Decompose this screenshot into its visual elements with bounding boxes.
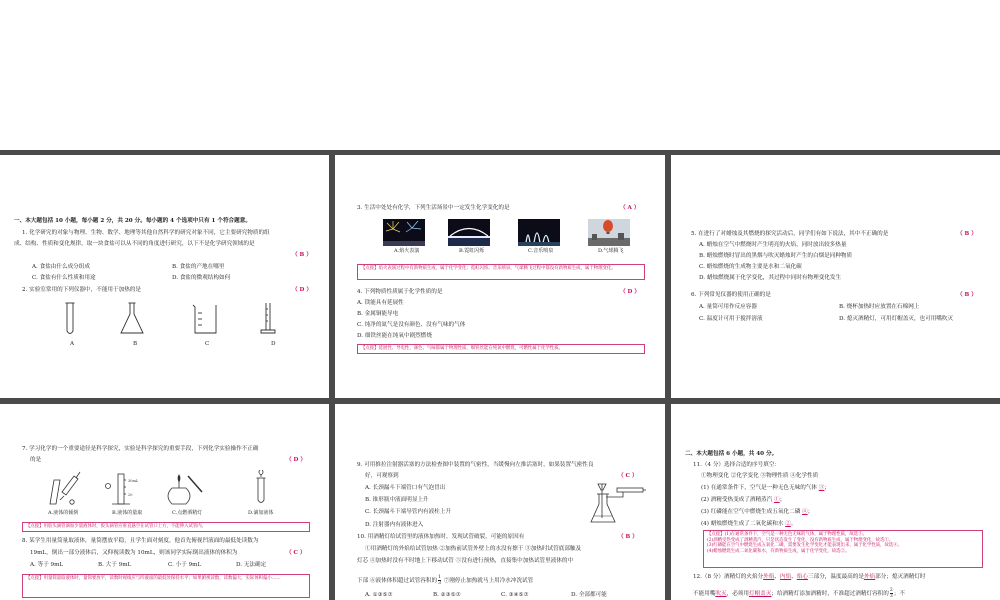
- q12-answer-hottest: 外焰: [863, 574, 876, 580]
- conical-flask-shape: [591, 494, 615, 522]
- q12-fraction: [890, 588, 893, 599]
- page-2: [335, 155, 665, 398]
- q11-item-2: (2) 酒精受热变成了酒精蒸汽 ①；: [701, 497, 786, 503]
- q12-answer-blow: 吹灭: [715, 591, 727, 597]
- q11-item-3-text: (3) 红磷能在空气中燃烧生成五氧化二磷: [701, 509, 801, 515]
- q2-label-b: B: [133, 341, 138, 347]
- q12-frac-num: 2: [889, 588, 893, 593]
- q5-option-a: A. 蜡烛在空气中燃烧时产生明亮的火焰，同时放出较多热量: [699, 242, 847, 248]
- q8-option-d: D. 无法确定: [236, 562, 267, 568]
- q7-caption-c: C.点燃酒精灯: [172, 510, 203, 516]
- q8-option-b: B. 大于 9mL: [98, 562, 132, 568]
- q11-item-1-text: (1) 在通常条件下，空气是一种无色无味的气体: [701, 485, 817, 491]
- q8-option-a: A. 等于 9mL: [30, 562, 64, 568]
- q2-instrument-images: [50, 301, 290, 339]
- q11-item-4-text: (4) 蜡烛燃烧生成了二氧化碳和水: [701, 521, 784, 527]
- q2-label-a: A: [70, 341, 75, 347]
- q9-option-c: C. 长颈漏斗下端导管内有液柱上升: [365, 509, 451, 515]
- q12-l2-a: 不能用嘴: [693, 591, 716, 597]
- q10-fraction: [438, 575, 441, 586]
- q7-stem-cont: 的是: [30, 457, 42, 463]
- connecting-tube: [606, 492, 623, 497]
- conical-flask-icon: [121, 303, 143, 333]
- q2-label-d: D: [271, 341, 276, 347]
- svg-text:30mL: 30mL: [128, 479, 139, 483]
- music-fountain-photo: [518, 219, 560, 246]
- q9-stem: 9. 可用推拉注射器活塞的方法检查图中装置的气密性，当缓慢向左推活塞时，如果装置气密性良: [357, 462, 594, 468]
- q8-stem-cont: 19mL，倒出一部分液体后，又仰视读数为 10mL，则该同学实际倒出液体的体积为: [30, 550, 238, 556]
- q10-conditions-line-3: [357, 575, 533, 586]
- q12-l2-c: ；给酒精灯添加酒精时，不准超过酒精灯容积的: [771, 591, 889, 597]
- q5-option-b: B. 蜡烛燃烧时冒出的黑烟与吹灭蜡烛时产生的白烟是同种物质: [699, 253, 853, 259]
- q4-option-b: B. 金属铜能导电: [357, 311, 399, 317]
- q9-option-a: A. 长颈漏斗下端管口有气泡冒出: [365, 485, 446, 491]
- q5-answer: （ B ）: [957, 231, 977, 237]
- q12-answer-flame-core: 焰心: [796, 574, 808, 580]
- q6-option-b: B. 烧杯加热时应放置在石棉网上: [839, 304, 920, 310]
- q11-stem: 11.（4 分）选择合适的序号填空：: [693, 462, 780, 468]
- q10-conditions-line-1: ①用酒精灯的外焰给试管加热 ②加热前试管外壁上的水没有擦干 ③加热时试管底部触及: [365, 546, 582, 552]
- q8-explanation-box: 【点拨】用量筒量取液体时，量筒要放平，读数时视线应与凹液面的最低处保持水平；如果俯视读数，读数偏大，实际体积偏小……: [22, 574, 310, 598]
- q6-stem: 6. 下列常见仪器的使用正确的是: [691, 292, 771, 298]
- q1-stem-cont: 成、结构、性质和变化规律，取一块食盐可以从不同的角度进行研究，以下不是化学研究领域的是: [14, 241, 255, 247]
- q2-stem: 2. 实验室常用的下列仪器中，不能用于加热的是: [22, 287, 141, 293]
- lighting-alcohol-lamp-icon: [168, 475, 202, 504]
- top-blank-area: [0, 0, 1000, 150]
- q12-line-2: [693, 588, 905, 599]
- q4-option-a: A. 镁能具有延展性: [357, 300, 404, 306]
- q3-explanation-box: 【点拨】焰火表演过程中有新物质生成，属于化学变化；霓虹闪烁、音乐喷泉、气球腾飞过程中都没有新物质生成，属于物理变化。: [357, 264, 645, 280]
- q3-caption-d: D.气球腾飞: [598, 248, 624, 254]
- q10-option-c: C. ③④⑤⑦: [501, 592, 529, 598]
- q12-answer-outer-flame: 外焰: [763, 574, 775, 580]
- q3-answer: （ A ）: [620, 205, 640, 211]
- q10-frac-den: 3: [438, 581, 441, 586]
- q12-answer-inner-flame: 内焰: [779, 574, 792, 580]
- q1-answer: （ B ）: [292, 252, 312, 258]
- section-two-heading: 二、本大题包括 6 小题，共 40 分。: [685, 451, 778, 457]
- q1-option-c: C. 食盐有什么性质和用途: [32, 275, 96, 281]
- q11-choices: ①物理变化 ②化学变化 ③物理性质 ④化学性质: [701, 473, 819, 479]
- q11-note-line-2: (2)酒精受热变成了酒精蒸汽，只是状态发生了变化，没有新物质生成，属于物理变化，故选①。: [707, 537, 894, 543]
- q10-option-b: B. ②③⑤⑦: [433, 592, 461, 598]
- q10-line-3b-text: ⑦刚停止加热就马上用冷水冲洗试管: [441, 578, 534, 584]
- q12-mid-text: 三部分，温度最高的是: [808, 574, 864, 580]
- neon-bridge-photo: [448, 219, 490, 246]
- q7-caption-b: B.液体的量取: [112, 510, 143, 516]
- q11-item-3-answer: ④: [801, 509, 808, 515]
- q8-option-c: C. 小于 9mL: [168, 562, 202, 568]
- q9-answer: （ C ）: [618, 473, 638, 479]
- q4-explanation-box: 【点拨】延展性、导电性、颜色、气味都属于物理性质，细铁丝能在纯氧中燃烧，可燃性属于化学性质。: [357, 344, 645, 354]
- syringe-shape: [617, 488, 643, 492]
- q12-tail-text: 部分；熄灭酒精灯时: [875, 574, 926, 580]
- q3-caption-c: C.音乐喷泉: [528, 248, 554, 254]
- q3-caption-b: B.霓虹闪烁: [459, 248, 485, 254]
- q11-item-4: (4) 蜡烛燃烧生成了二氧化碳和水 ②。: [701, 521, 797, 527]
- q7-caption-a: A.液体的倾倒: [48, 510, 79, 516]
- q11-explanation-box: [703, 530, 983, 568]
- q10-answer: （ B ）: [618, 534, 638, 540]
- q11-item-1-answer: ③: [818, 485, 825, 491]
- q2-label-c: C: [205, 341, 210, 347]
- q7-stem: 7. 学习化学的一个重要途径是科学探究，实验是科学探究的重要手段，下列化学实验操作不正确: [22, 446, 259, 452]
- page-5: [335, 404, 665, 600]
- q11-note-line-3: (3)红磷能在空气中燃烧生成五氧化二磷，需要发生化学变化才能表现出来，属于化学性质，故选④。: [707, 543, 903, 549]
- q11-item-1: (1) 在通常条件下，空气是一种无色无味的气体 ③；: [701, 485, 830, 491]
- q3-caption-a: A.焰火表演: [394, 248, 420, 254]
- q1-stem: 1. 化学研究的对象与物理、生物、数学、地理等其他自然科学的研究对象不同，它主要研究物质的组: [22, 230, 270, 236]
- q5-stem: 5. 在进行了对蜡烛及其燃烧的探究活动后，同学们有如下说法，其中不正确的是: [691, 231, 889, 237]
- section-one-heading: 一、本大题包括 10 小题，每小题 2 分，共 20 分。每小题的 4 个选项中只有 1 个符合题意。: [14, 218, 251, 224]
- page-6: [671, 404, 1000, 600]
- q2-answer: （ D ）: [292, 287, 312, 293]
- q4-option-d: D. 细铁丝能在纯氧中剧烈燃烧: [357, 333, 432, 339]
- q11-note-line-4: (4)蜡烛燃烧生成二氧化碳和水，有新物质生成，属于化学变化，故选②。: [707, 548, 850, 554]
- q10-option-a: A. ①③⑤⑦: [365, 592, 393, 598]
- q5-option-c: C. 蜡烛燃烧的生成物主要是水和二氧化碳: [699, 264, 802, 270]
- q9-apparatus-diagram: [565, 482, 647, 528]
- page-1: [0, 155, 329, 398]
- liquid-pouring-icon: [50, 472, 80, 504]
- q11-item-3: (3) 红磷能在空气中燃烧生成五氧化二磷 ④；: [701, 509, 814, 515]
- liquid-measuring-icon: [106, 474, 139, 504]
- q7-caption-d: D.滴加液体: [248, 510, 274, 516]
- fireworks-photo: [383, 219, 425, 246]
- q8-answer: （ C ）: [286, 550, 306, 556]
- q12-line-1: 12.（8 分）酒精灯的火焰分外焰、内焰、焰心三部分，温度最高的是外焰部分；熄灭酒精灯时: [693, 574, 926, 580]
- q7-explanation-box: 【点拨】用胶头滴管滴加少量液体时，胶头滴管应垂直悬空在试管口上方，不能伸入试管内。: [22, 522, 310, 532]
- page-4: [0, 404, 329, 600]
- svg-text:20: 20: [128, 493, 133, 497]
- q12-l2-b: ，必须用: [726, 591, 749, 597]
- q10-conditions-line-2: 灯芯 ④加热时没有不时地上下移动试管 ⑤没有进行预热，直接集中加热试管里液体的中: [357, 558, 574, 564]
- q5-option-d: D. 蜡烛燃烧属于化学变化，其过程中同时有物理变化发生: [699, 275, 842, 281]
- q8-stem: 8. 某学生用量筒量取液体，量筒摆放平稳，且学生面对刻度，他首先俯视凹液面的最低处读数为: [22, 538, 259, 544]
- q4-answer: （ D ）: [620, 289, 640, 295]
- q10-frac-num: 1: [438, 575, 441, 580]
- q10-line-3-text: 下部 ⑥液体体积超过试管容积的: [357, 578, 438, 584]
- q11-item-4-answer: ②: [785, 521, 791, 527]
- q6-option-c: C. 温度计可用于搅拌溶液: [699, 316, 763, 322]
- q1-option-d: D. 食盐的微观结构如何: [172, 275, 231, 281]
- page-3: [671, 155, 1000, 398]
- q6-option-a: A. 量筒可用作反应容器: [699, 304, 757, 310]
- q11-item-2-text: (2) 酒精受热变成了酒精蒸汽: [701, 497, 773, 503]
- q1-option-b: B. 食盐的产地在哪里: [172, 264, 225, 270]
- test-tube-icon: [66, 303, 75, 334]
- q1-option-a: A. 食盐由什么成分组成: [32, 264, 90, 270]
- q11-note-line-1: 【点拨】(1)在通常条件下，空气是一种无色无味的气体，属于物理性质，故选③。: [707, 532, 867, 537]
- q6-option-d: D. 熄灭酒精灯，可用灯帽盖灭，也可用嘴吹灭: [839, 316, 954, 322]
- q11-item-2-answer: ①: [774, 497, 780, 503]
- q9-stem-cont: 好，可观察到: [365, 473, 399, 479]
- q4-option-c: C. 纯净的氮气是没有颜色、没有气味的气体: [357, 322, 466, 328]
- beaker-icon: [193, 305, 216, 333]
- graduated-cylinder-icon: [261, 303, 275, 333]
- q10-stem: 10. 用酒精灯给试管里的液体加热时，发现试管破裂，可能的原因有: [357, 534, 525, 540]
- q9-option-b: B. 锥形瓶中液面明显上升: [365, 497, 429, 503]
- q12-l2-d: ；不: [893, 591, 905, 597]
- q4-stem: 4. 下列物质性质属于化学性质的是: [357, 289, 443, 295]
- q12-frac-den: 3: [889, 594, 893, 599]
- q3-stem: 3. 生活中处处有化学，下列生活场景中一定发生化学变化的是: [357, 205, 510, 211]
- q6-answer: （ B ）: [957, 292, 977, 298]
- hot-air-balloon-photo: [588, 219, 630, 246]
- dropping-liquid-icon: [257, 470, 266, 503]
- q12-answer-cap: 灯帽盖灭: [748, 591, 772, 597]
- q7-operation-images: [40, 470, 290, 508]
- q10-option-d: D. 全部都可能: [571, 592, 607, 598]
- q12-prefix: 12.（8 分）酒精灯的火焰分: [693, 574, 764, 580]
- q9-option-d: D. 注射器内有液体进入: [365, 522, 424, 528]
- q7-answer: （ D ）: [286, 457, 306, 463]
